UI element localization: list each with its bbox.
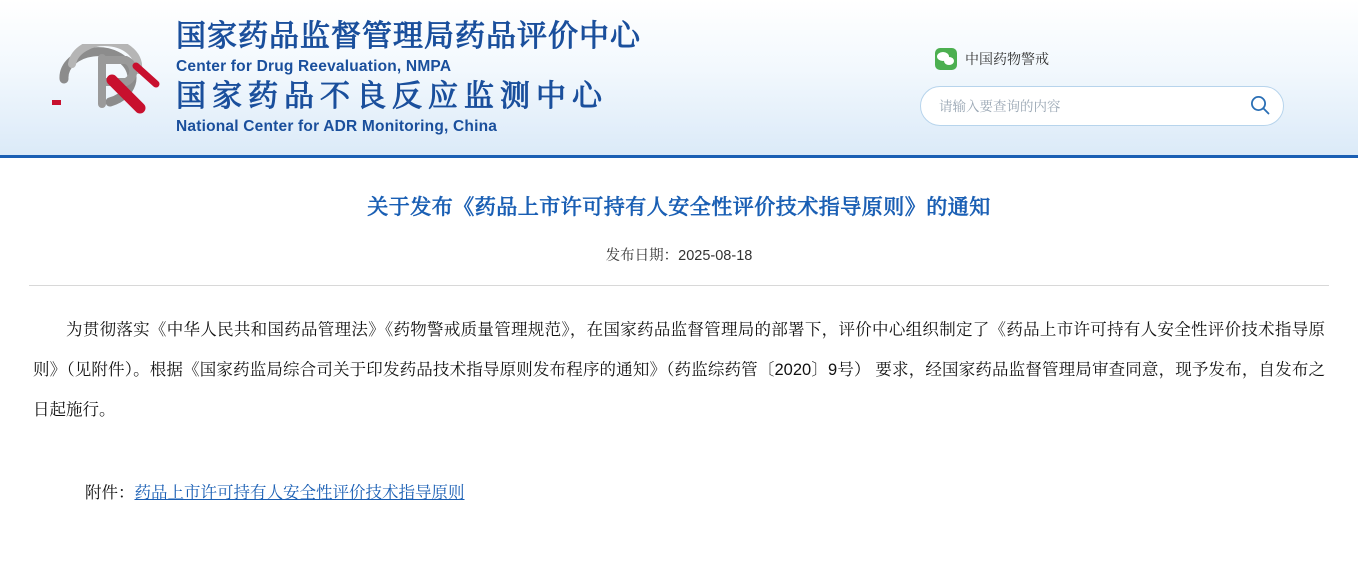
article — [29, 158, 1329, 508]
cdr-logo-icon — [52, 44, 170, 114]
site-title-cn-primary: 国家药品监督管理局药品评价中心 — [176, 20, 641, 53]
wechat-label: 中国药物警戒 — [965, 51, 1049, 67]
search-box[interactable] — [920, 86, 1284, 126]
article-paragraph: 为贯彻落实《中华人民共和国药品管理法》《药物警戒质量管理规范》，在国家药品监督管理局的部署下，评价中心组织制定了《药品上市许可持有人安全性评价技术指导原则》（见附件）。根据《国家药监局综合司关于印发药品技术指导原则发布程序的通知》（药监综药管〔2020〕9号） 要求，经国家药品监督管理局审查同意，现予发布，自发布之日起施行。 — [33, 321, 1325, 419]
title-divider — [29, 285, 1329, 286]
site-title-block — [176, 18, 776, 138]
wechat-icon — [935, 48, 957, 70]
site-title-en-secondary: National Center for ADR Monitoring, China — [176, 118, 498, 135]
wechat-entry[interactable] — [935, 48, 1049, 70]
attachment-label: 附件： — [85, 484, 135, 502]
attachment-row — [29, 478, 1329, 508]
main-content — [0, 158, 1358, 508]
publish-date: 发布日期：2025-08-18 — [605, 248, 753, 264]
search-input[interactable] — [921, 99, 1237, 114]
header-inner — [0, 0, 1358, 155]
site-header — [0, 0, 1358, 158]
page-title: 关于发布《药品上市许可持有人安全性评价技术指导原则》的通知 — [367, 196, 991, 219]
attachment-link[interactable]: 药品上市许可持有人安全性评价技术指导原则 — [134, 484, 465, 502]
search-icon — [1249, 94, 1271, 119]
site-title-en-primary: Center for Drug Reevaluation, NMPA — [176, 58, 452, 75]
site-title-cn-secondary: 国家药品不良反应监测中心 — [176, 80, 608, 113]
search-button[interactable] — [1237, 87, 1283, 125]
